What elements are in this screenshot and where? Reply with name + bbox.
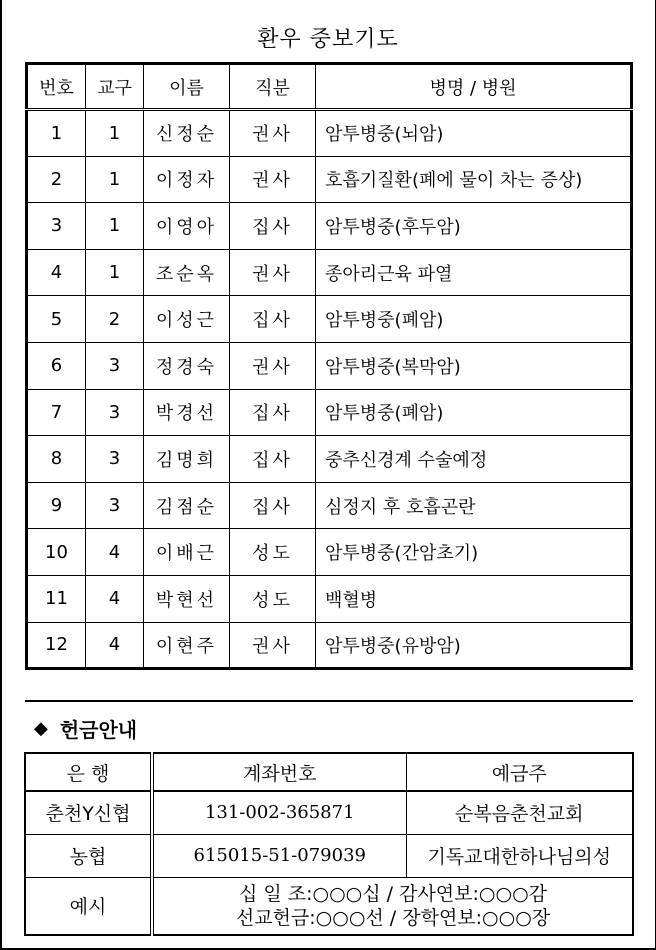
cell-row-number: 9	[27, 482, 86, 529]
cell-row-district: 3	[86, 482, 144, 529]
cell-disease: 암투병중(간암초기)	[316, 529, 632, 576]
offering-example-row	[25, 877, 633, 935]
section-divider	[25, 700, 633, 702]
offering-heading	[34, 714, 137, 743]
example-line-1: 십 일 조:○○○십 / 감사연보:○○○감	[238, 882, 548, 905]
cell-row-district: 1	[86, 110, 144, 157]
cell-row-number: 1	[27, 110, 86, 157]
cell-disease: 암투병중(후두암)	[316, 203, 632, 250]
header-district: 교구	[86, 64, 144, 110]
cell-disease: 암투병중(뇌암)	[316, 110, 632, 157]
table-row	[27, 575, 632, 622]
cell-name: 조순옥	[144, 249, 230, 296]
cell-name: 이배근	[144, 529, 230, 576]
cell-row-district: 4	[86, 622, 144, 669]
offering-table	[24, 752, 634, 936]
cell-role: 집사	[230, 389, 316, 436]
offering-heading-text: 헌금안내	[59, 718, 138, 742]
cell-disease: 중추신경계 수술예정	[316, 436, 632, 483]
cell-disease: 암투병중(유방암)	[316, 622, 632, 669]
cell-row-district: 3	[86, 436, 144, 483]
cell-row-number: 3	[27, 203, 86, 250]
account-holder: 기독교대한하나님의성	[406, 834, 633, 877]
cell-name: 이현주	[144, 622, 230, 669]
cell-role: 권사	[230, 342, 316, 389]
cell-name: 김명희	[144, 436, 230, 483]
offering-row	[25, 834, 633, 877]
cell-role: 권사	[230, 249, 316, 296]
cell-row-number: 2	[27, 156, 86, 203]
cell-disease: 심정지 후 호흡곤란	[316, 482, 632, 529]
table-row	[27, 110, 632, 157]
cell-row-number: 12	[27, 622, 86, 669]
cell-row-district: 2	[86, 296, 144, 343]
cell-name: 김점순	[144, 482, 230, 529]
example-line-2: 선교헌금:○○○선 / 장학연보:○○○장	[235, 906, 551, 929]
cell-row-number: 11	[27, 575, 86, 622]
offering-header-row	[25, 753, 633, 791]
table-row	[27, 249, 632, 296]
cell-row-district: 1	[86, 156, 144, 203]
cell-role: 집사	[230, 296, 316, 343]
cell-name: 이정자	[144, 156, 230, 203]
header-number: 번호	[27, 64, 86, 110]
cell-role: 집사	[230, 203, 316, 250]
account-number[interactable]: 131-002-365871	[152, 791, 406, 834]
table-row	[27, 156, 632, 203]
example-label: 예시	[25, 877, 152, 935]
cell-disease: 암투병중(복막암)	[316, 342, 632, 389]
cell-row-district: 4	[86, 575, 144, 622]
account-number[interactable]: 615015-51-079039	[152, 834, 406, 877]
table-row	[27, 389, 632, 436]
cell-role: 권사	[230, 110, 316, 157]
cell-row-district: 1	[86, 249, 144, 296]
cell-row-number: 4	[27, 249, 86, 296]
header-holder: 예금주	[406, 753, 633, 791]
account-holder: 순복음춘천교회	[406, 791, 633, 834]
header-name: 이름	[144, 64, 230, 110]
cell-row-number: 5	[27, 296, 86, 343]
prayer-list-table	[25, 62, 633, 670]
cell-name: 이성근	[144, 296, 230, 343]
table-row	[27, 436, 632, 483]
cell-name: 박현선	[144, 575, 230, 622]
table-row	[27, 342, 632, 389]
cell-role: 권사	[230, 622, 316, 669]
cell-disease: 종아리근육 파열	[316, 249, 632, 296]
table-row	[27, 203, 632, 250]
table-row	[27, 622, 632, 669]
table-header-row	[27, 64, 632, 110]
cell-name: 정경숙	[144, 342, 230, 389]
cell-name: 박경선	[144, 389, 230, 436]
table-row	[27, 482, 632, 529]
header-illness: 병명 / 병원	[316, 64, 632, 110]
page-title: 환우 중보기도	[257, 27, 399, 52]
diamond-bullet-icon: ◆	[34, 718, 48, 739]
cell-role: 성도	[230, 529, 316, 576]
cell-row-district: 1	[86, 203, 144, 250]
cell-row-district: 3	[86, 389, 144, 436]
header-account: 계좌번호	[152, 753, 406, 791]
cell-disease: 호흡기질환(폐에 물이 차는 증상)	[316, 156, 632, 203]
header-bank: 은 행	[25, 753, 152, 791]
header-title: 직분	[230, 64, 316, 110]
cell-row-number: 7	[27, 389, 86, 436]
cell-row-district: 3	[86, 342, 144, 389]
cell-disease: 암투병중(폐암)	[316, 296, 632, 343]
table-row	[27, 529, 632, 576]
cell-name: 이영아	[144, 203, 230, 250]
cell-row-district: 4	[86, 529, 144, 576]
prayer-list-body	[27, 110, 632, 669]
cell-row-number: 6	[27, 342, 86, 389]
cell-role: 권사	[230, 156, 316, 203]
cell-disease: 백혈병	[316, 575, 632, 622]
cell-name: 신정순	[144, 110, 230, 157]
bank-name: 농협	[25, 834, 152, 877]
cell-role: 집사	[230, 436, 316, 483]
cell-role: 성도	[230, 575, 316, 622]
cell-row-number: 10	[27, 529, 86, 576]
table-row	[27, 296, 632, 343]
cell-role: 집사	[230, 482, 316, 529]
bank-name: 춘천Y신협	[25, 791, 152, 834]
cell-row-number: 8	[27, 436, 86, 483]
example-text	[152, 877, 633, 935]
offering-row	[25, 791, 633, 834]
cell-disease: 암투병중(폐암)	[316, 389, 632, 436]
